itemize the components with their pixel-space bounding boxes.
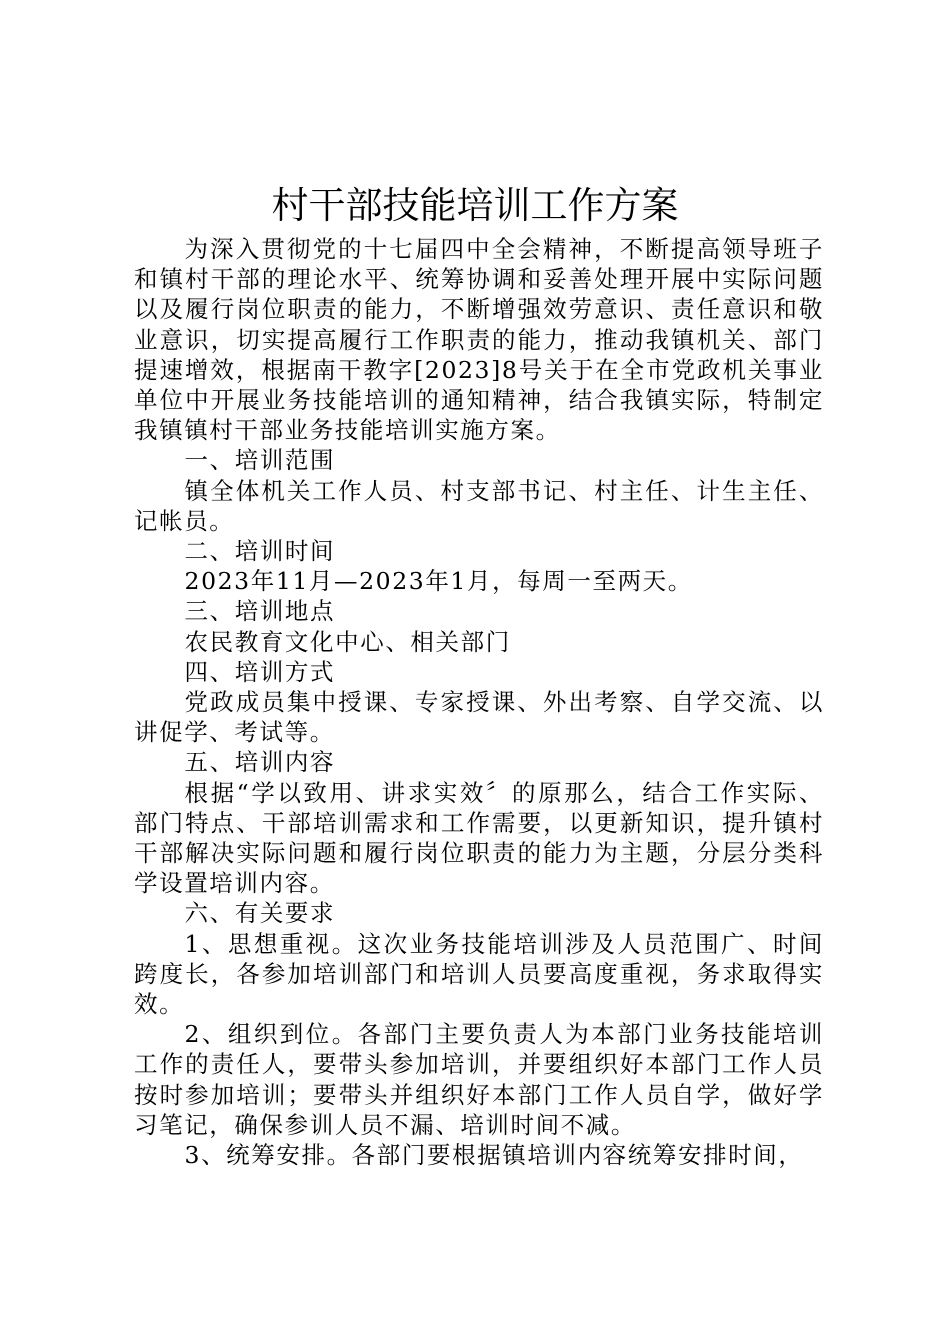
section-heading-scope: 一、培训范围 <box>184 446 336 475</box>
document-body <box>134 234 824 1170</box>
requirement-item-2: 2、组织到位。各部门主要负责人为本部门业务技能培训工作的责任人，要带头参加培训，并要组织好本部门工作人员按时参加培训；要带头并组织好本部门工作人员自学，做好学习笔记，确保参训人员不漏、培训时间不减。 <box>134 1020 824 1139</box>
method-paragraph: 党政成员集中授课、专家授课、外出考察、自学交流、以讲促学、考试等。 <box>134 688 824 747</box>
intro-paragraph: 为深入贯彻党的十七届四中全会精神，不断提高领导班子和镇村干部的理论水平、统筹协调和妥善处理开展中实际问题以及履行岗位职责的能力，不断增强效劳意识、责任意识和敬业意识，切实提高履行工作职责的能力，推动我镇机关、部门提速增效，根据南干教字[2023]8号关于在全市党政机关事业单位中开展业务技能培训的通知精神，结合我镇实际，特制定我镇镇村干部业务技能培训实施方案。 <box>134 235 824 445</box>
requirement-item-3: 3、统筹安排。各部门要根据镇培训内容统筹安排时间， <box>184 1141 804 1170</box>
scope-paragraph: 镇全体机关工作人员、村支部书记、村主任、计生主任、记帐员。 <box>134 476 824 535</box>
section-heading-method: 四、培训方式 <box>184 657 336 686</box>
section-heading-location: 三、培训地点 <box>184 597 336 626</box>
requirement-item-1: 1、思想重视。这次业务技能培训涉及人员范围广、时间跨度长，各参加培训部门和培训人员要高度重视，务求取得实效。 <box>134 929 824 1019</box>
section-heading-content: 五、培训内容 <box>184 748 336 777</box>
section-heading-requirements: 六、有关要求 <box>184 899 336 928</box>
location-paragraph: 农民教育文化中心、相关部门 <box>184 627 511 656</box>
content-paragraph: 根据“学以致用、讲求实效〞的原那么，结合工作实际、部门特点、干部培训需求和工作需要，以更新知识，提升镇村干部解决实际问题和履行岗位职责的能力为主题，分层分类科学设置培训内容。 <box>134 778 824 898</box>
section-heading-time: 二、培训时间 <box>184 537 336 566</box>
document-title: 村干部技能培训工作方案 <box>271 184 679 227</box>
time-paragraph: 2023年11月—2023年1月，每周一至两天。 <box>184 567 693 596</box>
